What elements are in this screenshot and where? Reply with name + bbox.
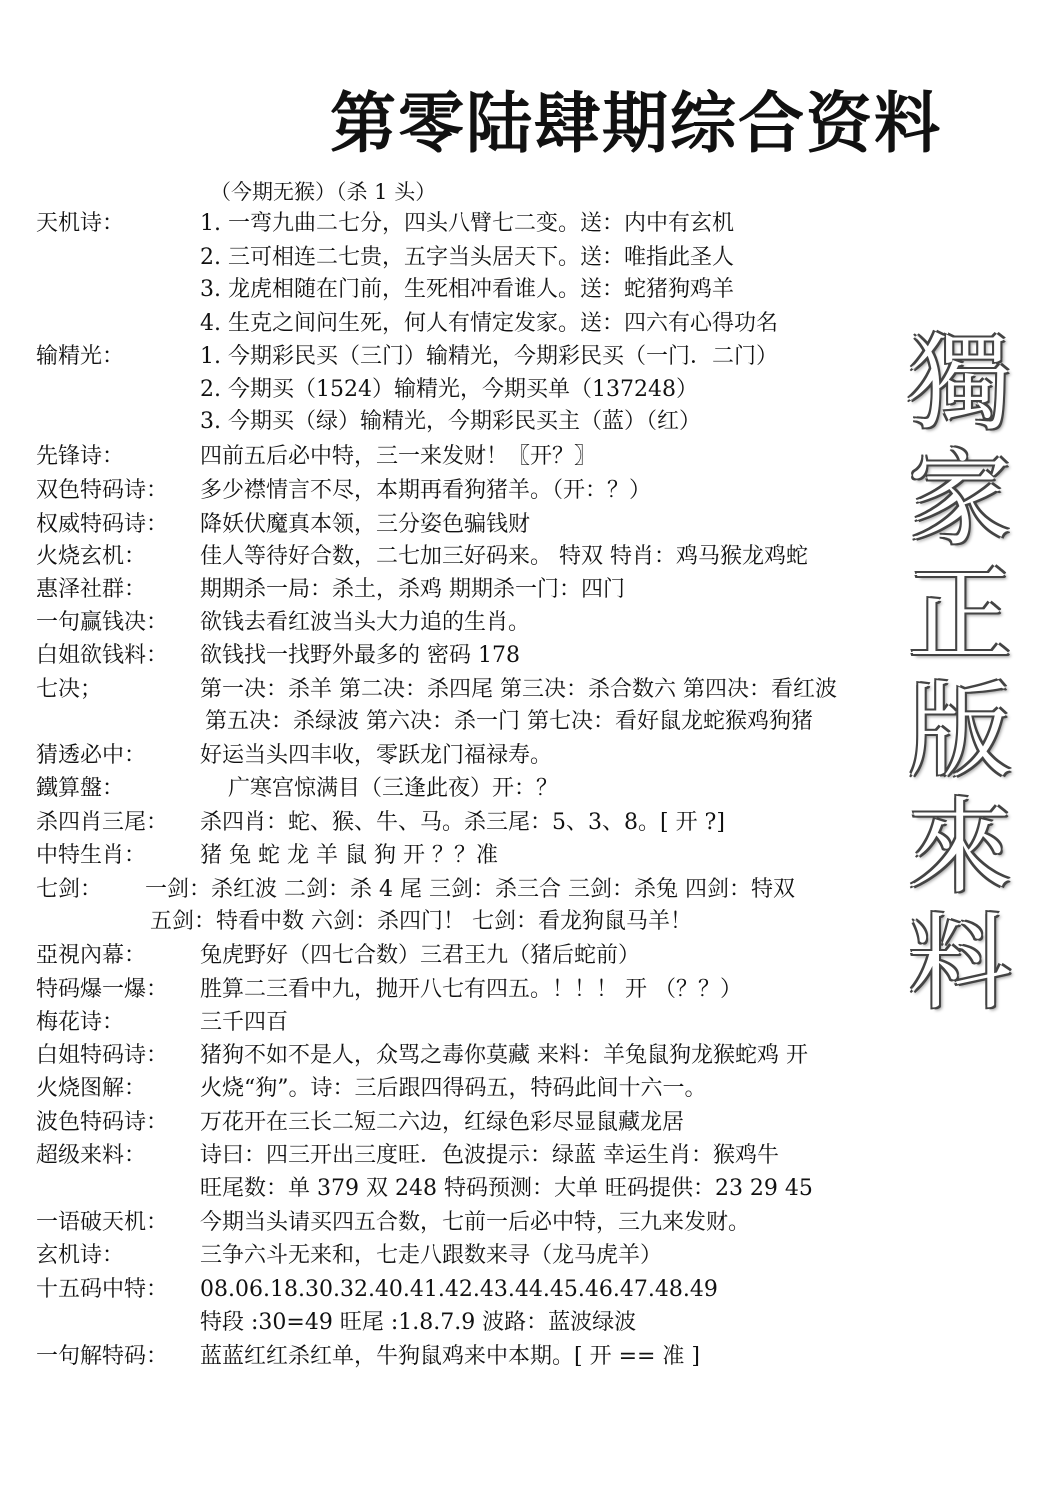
row-label: 猜透必中： (36, 743, 147, 768)
row-content: 多少襟情言不尽，本期再看狗猪羊。（开：？） (200, 478, 652, 503)
watermark-char: 來 (907, 786, 1012, 908)
row-content: 猪 兔 蛇 龙 羊 鼠 狗 开 ？？准 (200, 843, 498, 868)
row-content: 旺尾数：单 379 双 248 特码预测：大单 旺码提供：23 29 45 (200, 1176, 813, 1201)
row-content: 火烧“狗”。诗：三后跟四得码五，特码此间十六一。 (200, 1076, 707, 1101)
row-label: 一句赢钱决： (36, 610, 169, 635)
row-label: 惠泽社群： (36, 577, 147, 602)
row-content: 降妖伏魔真本领，三分姿色骗钱财 (200, 512, 531, 537)
row-label: 波色特码诗： (36, 1110, 169, 1135)
row-content: 蓝蓝红红杀红单，牛狗鼠鸡来中本期。[ 开 == 准 ] (200, 1344, 701, 1369)
row-label: 中特生肖： (36, 843, 147, 868)
row-content: 一剑：杀红波 二剑：杀 4 尾 三剑：杀三合 三剑：杀兔 四剑：特双 (145, 877, 795, 902)
row-label: 十五码中特： (36, 1277, 169, 1302)
row-content: 杀四肖：蛇、猴、牛、马。杀三尾：5、3、8。[ 开 ?] (200, 810, 725, 835)
row-content: 第五决：杀绿波 第六决：杀一门 第七决：看好鼠龙蛇猴鸡狗猪 (205, 709, 813, 734)
row-content: 3. 龙虎相随在门前，生死相冲看谁人。送：蛇猪狗鸡羊 (200, 277, 734, 302)
row-content: 五剑：特看中数 六剑：杀四门！ 七剑：看龙狗鼠马羊！ (150, 909, 692, 934)
row-label: 输精光： (36, 344, 125, 369)
row-label: 火烧玄机： (36, 544, 147, 569)
row-label: 超级来料： (36, 1143, 147, 1168)
row-label: 双色特码诗： (36, 478, 169, 503)
row-content: 猪狗不如不是人，众骂之毒你莫藏 来料：羊兔鼠狗龙猴蛇鸡 开 (200, 1043, 808, 1068)
row-content: 胜算二三看中九，抛开八七有四五。！！！ 开 （？？） (200, 977, 742, 1002)
row-content: 好运当头四丰收，零跃龙门福禄寿。 (200, 743, 553, 768)
row-content: 欲钱去看红波当头大力追的生肖。 (200, 610, 531, 635)
row-label: 一句解特码： (36, 1344, 169, 1369)
row-content: 2. 三可相连二七贵，五字当头居天下。送：唯指此圣人 (200, 245, 734, 270)
row-content: 四前五后必中特，三一来发财！〖开？〗 (200, 444, 597, 469)
page-title: 第零陆肆期综合资料 (330, 85, 942, 162)
row-content: 1. 今期彩民买（三门）输精光，今期彩民买（一门．二门） (200, 344, 778, 369)
row-label: 梅花诗： (36, 1010, 125, 1035)
row-label: 一语破天机： (36, 1210, 169, 1235)
watermark-char: 家 (907, 438, 1012, 560)
row-content: 三千四百 (200, 1010, 289, 1035)
row-label: 鐵算盤： (36, 776, 125, 801)
row-content: 2. 今期买（1524）输精光，今期买单（137248） (200, 377, 698, 402)
row-label: 亞視內幕： (36, 943, 147, 968)
row-label: 白姐特码诗： (36, 1043, 169, 1068)
row-content: 3. 今期买（绿）输精光，今期彩民买主（蓝）（红） (200, 409, 701, 434)
row-content: 4. 生克之间问生死，何人有情定发家。送：四六有心得功名 (200, 311, 778, 336)
row-label: 杀四肖三尾： (36, 810, 169, 835)
row-content: 08.06.18.30.32.40.41.42.43.44.45.46.47.48.49 (200, 1277, 718, 1302)
watermark-char: 料 (907, 902, 1012, 1024)
row-label: 权威特码诗： (36, 512, 169, 537)
row-label: 天机诗： (36, 211, 125, 236)
watermark-vertical-text (895, 322, 1025, 1024)
row-content: 诗曰：四三开出三度旺．色波提示：绿蓝 幸运生肖：猴鸡牛 (200, 1143, 779, 1168)
watermark-char: 版 (907, 670, 1012, 792)
row-content: 三争六斗无来和，七走八跟数来寻（龙马虎羊） (200, 1243, 663, 1268)
row-content: 佳人等待好合数，二七加三好码来。 特双 特肖：鸡马猴龙鸡蛇 (200, 544, 808, 569)
row-label: 七剑： (36, 877, 103, 902)
row-content: 第一决：杀羊 第二决：杀四尾 第三决：杀合数六 第四决：看红波 (200, 677, 837, 702)
row-label: 白姐欲钱料： (36, 643, 169, 668)
watermark-char: 獨 (907, 322, 1012, 444)
row-content: 兔虎野好（四七合数）三君王九（猪后蛇前） (200, 943, 641, 968)
row-content: 今期当头请买四五合数，七前一后必中特，三九来发财。 (200, 1210, 751, 1235)
row-label: 先锋诗： (36, 444, 125, 469)
row-label: 特码爆一爆： (36, 977, 169, 1002)
row-content: 期期杀一局：杀土，杀鸡 期期杀一门：四门 (200, 577, 625, 602)
row-label: 火烧图解： (36, 1076, 147, 1101)
watermark-char: 正 (907, 554, 1012, 676)
row-content: 欲钱找一找野外最多的 密码 178 (200, 643, 520, 668)
page-subtitle: （今期无猴）（杀 1 头） (210, 180, 437, 204)
row-content: 万花开在三长二短二六边，红绿色彩尽显鼠藏龙居 (200, 1110, 685, 1135)
row-content: 特段 :30=49 旺尾 :1.8.7.9 波路：蓝波绿波 (200, 1310, 637, 1335)
row-content: 广寒宫惊满目（三逢此夜）开：？ (228, 776, 559, 801)
row-label: 玄机诗： (36, 1243, 125, 1268)
row-label: 七决； (36, 677, 103, 702)
row-content: 1. 一弯九曲二七分，四头八臂七二变。送：内中有玄机 (200, 211, 734, 236)
